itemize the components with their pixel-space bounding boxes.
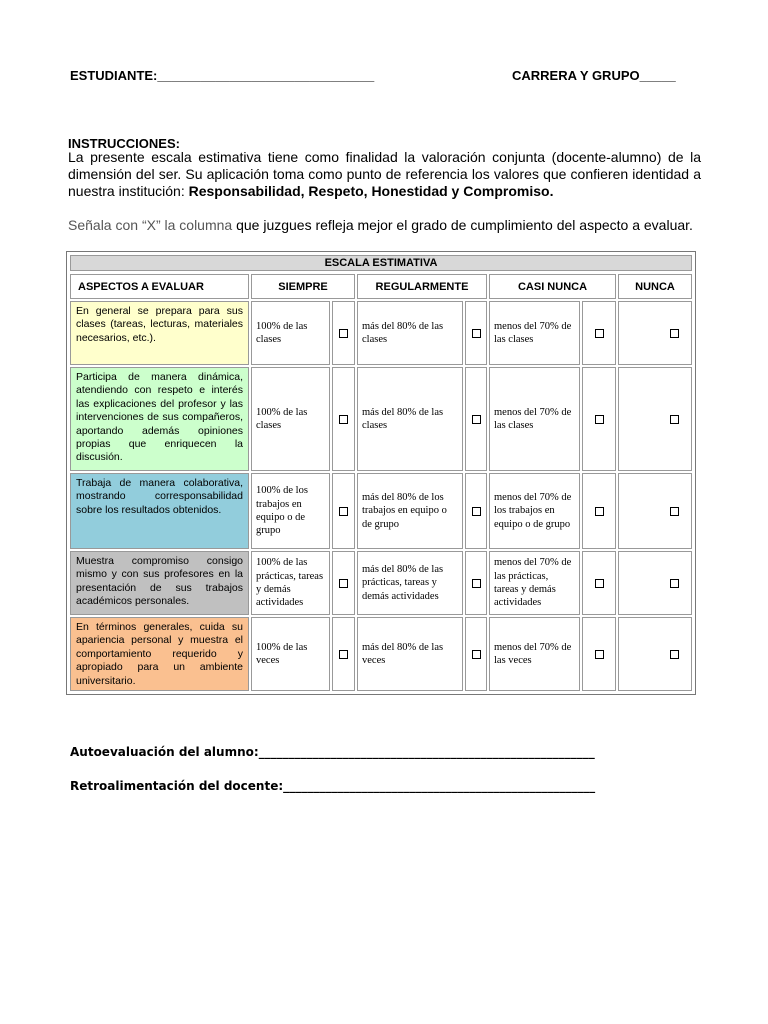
header-never: NUNCA bbox=[618, 274, 692, 299]
checkbox-cell-always[interactable] bbox=[332, 473, 355, 549]
checkbox-cell-never[interactable] bbox=[618, 617, 692, 691]
always-criterion-text: 100% de los trabajos en equipo o de grupo bbox=[256, 485, 308, 537]
regularly-criterion bbox=[357, 367, 463, 471]
checkbox-rarely[interactable] bbox=[595, 415, 604, 424]
rarely-criterion bbox=[489, 301, 580, 365]
instructions-title: INSTRUCCIONES: bbox=[68, 136, 180, 151]
always-criterion-text: 100% de las clases bbox=[256, 406, 308, 431]
rarely-criterion-text: menos del 70% de las clases bbox=[494, 406, 572, 431]
checkbox-regularly[interactable] bbox=[472, 329, 481, 338]
checkbox-always[interactable] bbox=[339, 507, 348, 516]
checkbox-cell-never[interactable] bbox=[618, 551, 692, 615]
checkbox-cell-always[interactable] bbox=[332, 617, 355, 691]
checkbox-never[interactable] bbox=[670, 329, 679, 338]
checkbox-regularly[interactable] bbox=[472, 507, 481, 516]
aspect-cell: Participa de manera dinámica, atendiendo con respeto e interés las explicaciones del profesor y las intervenciones de sus compañeros, aportando además opiniones propias que enriquecen la discusión. bbox=[70, 367, 249, 471]
checkbox-cell-regularly[interactable] bbox=[465, 473, 487, 549]
checkbox-cell-always[interactable] bbox=[332, 301, 355, 365]
aspect-cell: Trabaja de manera colaborativa, mostrando corresponsabilidad sobre los resultados obtenidos. bbox=[70, 473, 249, 549]
career-group-field[interactable] bbox=[512, 68, 676, 83]
rarely-criterion-text: menos del 70% de las clases bbox=[494, 320, 572, 345]
student-label: ESTUDIANTE: bbox=[70, 68, 158, 83]
checkbox-cell-regularly[interactable] bbox=[465, 617, 487, 691]
checkbox-rarely[interactable] bbox=[595, 579, 604, 588]
always-criterion bbox=[251, 473, 330, 549]
checkbox-cell-rarely[interactable] bbox=[582, 473, 616, 549]
rarely-criterion bbox=[489, 473, 580, 549]
checkbox-cell-never[interactable] bbox=[618, 367, 692, 471]
teacher-feedback-label: Retroalimentación del docente: bbox=[70, 779, 284, 793]
always-criterion bbox=[251, 617, 330, 691]
regularly-criterion-text: más del 80% de las clases bbox=[362, 406, 444, 431]
checkbox-cell-regularly[interactable] bbox=[465, 301, 487, 365]
always-criterion-text: 100% de las clases bbox=[256, 320, 308, 345]
regularly-criterion bbox=[357, 617, 463, 691]
always-criterion bbox=[251, 301, 330, 365]
marking-instruction-lead: Señala con “X” la columna bbox=[68, 217, 233, 233]
regularly-criterion-text: más del 80% de los trabajos en equipo o de grupo bbox=[362, 491, 447, 530]
checkbox-cell-regularly[interactable] bbox=[465, 551, 487, 615]
checkbox-always[interactable] bbox=[339, 579, 348, 588]
teacher-feedback-blank[interactable]: ____________________________________________________ bbox=[283, 779, 596, 793]
self-evaluation-field[interactable] bbox=[70, 745, 595, 759]
student-field[interactable] bbox=[70, 68, 374, 83]
checkbox-never[interactable] bbox=[670, 415, 679, 424]
rarely-criterion-text: menos del 70% de las veces bbox=[494, 641, 572, 666]
checkbox-cell-always[interactable] bbox=[332, 551, 355, 615]
rarely-criterion bbox=[489, 617, 580, 691]
checkbox-rarely[interactable] bbox=[595, 650, 604, 659]
teacher-feedback-field[interactable] bbox=[70, 779, 595, 793]
checkbox-never[interactable] bbox=[670, 650, 679, 659]
aspect-cell: Muestra compromiso consigo mismo y con sus profesores en la presentación de sus trabajos académicos personales. bbox=[70, 551, 249, 615]
always-criterion-text: 100% de las prácticas, tareas y demás actividades bbox=[256, 557, 324, 609]
checkbox-cell-rarely[interactable] bbox=[582, 367, 616, 471]
rarely-criterion-text: menos del 70% de los trabajos en equipo o de grupo bbox=[494, 491, 572, 530]
checkbox-cell-never[interactable] bbox=[618, 473, 692, 549]
regularly-criterion-text: más del 80% de las prácticas, tareas y demás actividades bbox=[362, 563, 444, 602]
always-criterion bbox=[251, 367, 330, 471]
rarely-criterion bbox=[489, 367, 580, 471]
checkbox-always[interactable] bbox=[339, 650, 348, 659]
checkbox-regularly[interactable] bbox=[472, 415, 481, 424]
checkbox-cell-rarely[interactable] bbox=[582, 617, 616, 691]
career-group-blank[interactable]: _____ bbox=[639, 68, 676, 83]
instructions-body bbox=[68, 149, 701, 200]
self-evaluation-blank[interactable]: ________________________________________________________ bbox=[258, 745, 595, 759]
table-title: ESCALA ESTIMATIVA bbox=[70, 255, 692, 271]
institution-values: Responsabilidad, Respeto, Honestidad y Compromiso. bbox=[188, 183, 554, 199]
rarely-criterion-text: menos del 70% de las prácticas, tareas y demás actividades bbox=[494, 557, 572, 609]
checkbox-regularly[interactable] bbox=[472, 650, 481, 659]
career-group-label: CARRERA Y GRUPO bbox=[512, 68, 640, 83]
header-aspects: ASPECTOS A EVALUAR bbox=[70, 274, 249, 299]
marking-instruction-rest: que juzgues refleja mejor el grado de cumplimiento del aspecto a evaluar. bbox=[232, 217, 693, 233]
checkbox-cell-never[interactable] bbox=[618, 301, 692, 365]
header-always: SIEMPRE bbox=[251, 274, 355, 299]
checkbox-rarely[interactable] bbox=[595, 329, 604, 338]
checkbox-regularly[interactable] bbox=[472, 579, 481, 588]
checkbox-cell-regularly[interactable] bbox=[465, 367, 487, 471]
rarely-criterion bbox=[489, 551, 580, 615]
always-criterion-text: 100% de las veces bbox=[256, 641, 308, 666]
regularly-criterion-text: más del 80% de las clases bbox=[362, 320, 444, 345]
rating-scale-table bbox=[66, 251, 696, 695]
student-blank[interactable]: ______________________________ bbox=[157, 68, 375, 83]
instructions-text: La presente escala estimativa tiene como finalidad la valoración conjunta (docente-alumno) de la dimensión del ser. Su aplicación toma como punto de referencia los valores que confieren identidad a nuestra institución: bbox=[68, 149, 701, 199]
checkbox-rarely[interactable] bbox=[595, 507, 604, 516]
regularly-criterion bbox=[357, 551, 463, 615]
aspect-cell: En términos generales, cuida su apariencia personal y muestra el comportamiento requerido y apropiado para un ambiente universitario. bbox=[70, 617, 249, 691]
checkbox-cell-always[interactable] bbox=[332, 367, 355, 471]
checkbox-always[interactable] bbox=[339, 329, 348, 338]
checkbox-never[interactable] bbox=[670, 579, 679, 588]
header-regularly: REGULARMENTE bbox=[357, 274, 487, 299]
aspect-cell: En general se prepara para sus clases (tareas, lecturas, materiales necesarios, etc.). bbox=[70, 301, 249, 365]
regularly-criterion bbox=[357, 473, 463, 549]
regularly-criterion bbox=[357, 301, 463, 365]
checkbox-never[interactable] bbox=[670, 507, 679, 516]
checkbox-cell-rarely[interactable] bbox=[582, 301, 616, 365]
checkbox-always[interactable] bbox=[339, 415, 348, 424]
checkbox-cell-rarely[interactable] bbox=[582, 551, 616, 615]
header-rarely: CASI NUNCA bbox=[489, 274, 616, 299]
always-criterion bbox=[251, 551, 330, 615]
marking-instruction bbox=[68, 217, 693, 233]
regularly-criterion-text: más del 80% de las veces bbox=[362, 641, 444, 666]
self-evaluation-label: Autoevaluación del alumno: bbox=[70, 745, 259, 759]
